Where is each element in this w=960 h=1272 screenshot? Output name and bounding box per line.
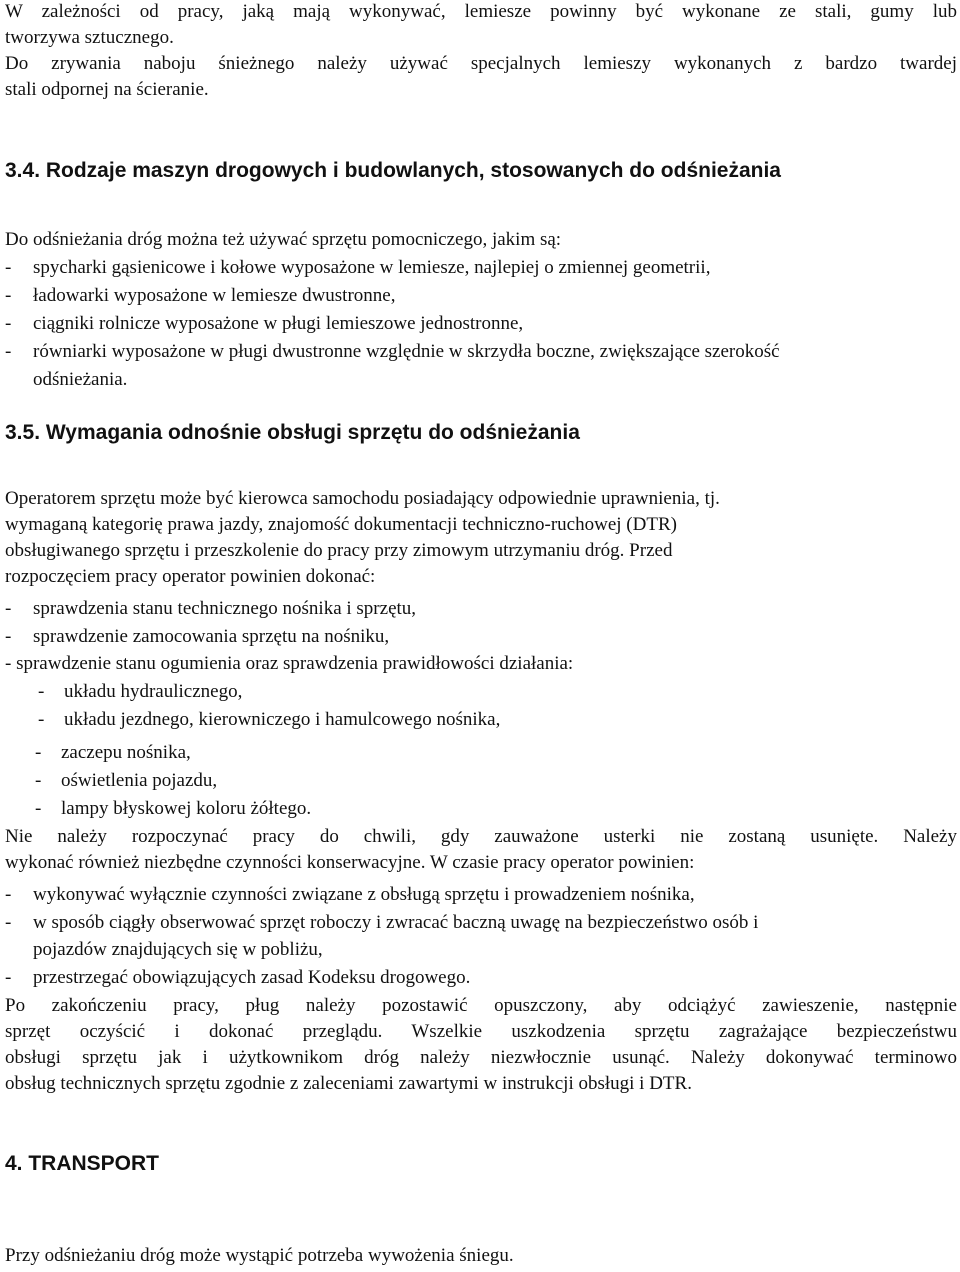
dash: - (35, 742, 42, 763)
list-item: - sprawdzenie stanu ogumienia oraz sprawdzenia prawidłowości działania: (5, 653, 574, 674)
section-3-4-heading: 3.4. Rodzaje maszyn drogowych i budowlanych, stosowanych do odśnieżania (5, 159, 781, 182)
dash: - (5, 626, 12, 647)
sub-list-item: - zaczepu nośnika, (35, 742, 191, 763)
list-item: - równiarki wyposażone w pługi dwustronne względnie w skrzydła boczne, zwiększające szerokość (5, 341, 780, 362)
sub-list-item: - układu jezdnego, kierowniczego i hamulcowego nośnika, (38, 709, 501, 730)
list-item: - ciągniki rolnicze wyposażone w pługi lemieszowe jednostronne, (5, 313, 524, 334)
dash: - (5, 285, 12, 306)
list-item: - wykonywać wyłącznie czynności związane z obsługą sprzętu i prowadzeniem nośnika, (5, 884, 695, 905)
dash: - (38, 709, 45, 730)
section-3-4-lead: Do odśnieżania dróg można też używać sprzętu pomocniczego, jakim są: (5, 229, 562, 250)
sub-list-item: - oświetlenia pojazdu, (35, 770, 218, 791)
intro-line-2: tworzywa sztucznego. (5, 27, 174, 48)
paragraph-line: wykonać również niezbędne czynności konserwacyjne. W czasie pracy operator powinien: (5, 852, 695, 873)
paragraph-line: obsług technicznych sprzętu zgodnie z zaleceniami zawartymi w instrukcji obsługi i DTR. (5, 1073, 692, 1094)
list-item: - ładowarki wyposażone w lemiesze dwustronne, (5, 285, 396, 306)
sub-list-item: - układu hydraulicznego, (38, 681, 243, 702)
intro-line-3: Do zrywania naboju śnieżnego należy używać specjalnych lemieszy wykonanych z bardzo twardej (5, 53, 957, 74)
dash: - (5, 912, 12, 933)
list-item: - sprawdzenia stanu technicznego nośnika i sprzętu, (5, 598, 417, 619)
list-item-continuation: pojazdów znajdujących się w pobliżu, (33, 939, 323, 960)
paragraph-line: wymaganą kategorię prawa jazdy, znajomość dokumentacji techniczno-ruchowej (DTR) (5, 514, 677, 535)
dash: - (35, 798, 42, 819)
section-4-paragraph: Przy odśnieżaniu dróg może wystąpić potrzeba wywożenia śniegu. (5, 1245, 514, 1266)
intro-line-1: W zależności od pracy, jaką mają wykonywać, lemiesze powinny być wykonane ze stali, gumy lub (5, 1, 957, 22)
sub-list-item: - lampy błyskowej koloru żółtego. (35, 798, 312, 819)
dash: - (5, 884, 12, 905)
paragraph-line: sprzęt oczyścić i dokonać przeglądu. Wszelkie uszkodzenia sprzętu zagrażające bezpieczeństwu (5, 1021, 957, 1042)
dash: - (38, 681, 45, 702)
list-item: - w sposób ciągły obserwować sprzęt roboczy i zwracać baczną uwagę na bezpieczeństwo osób i (5, 912, 759, 933)
paragraph-line: Operatorem sprzętu może być kierowca samochodu posiadający odpowiednie uprawnienia, tj. (5, 488, 720, 509)
paragraph-line: obsługiwanego sprzętu i przeszkolenie do pracy przy zimowym utrzymaniu dróg. Przed (5, 540, 673, 561)
list-item: - sprawdzenie zamocowania sprzętu na nośniku, (5, 626, 390, 647)
dash: - (35, 770, 42, 791)
intro-line-4: stali odpornej na ścieranie. (5, 79, 209, 100)
dash: - (5, 257, 12, 278)
section-4-heading: 4. TRANSPORT (5, 1152, 160, 1175)
list-item-continuation: odśnieżania. (33, 369, 128, 390)
paragraph-line: Po zakończeniu pracy, pług należy pozostawić opuszczony, aby odciążyć zawieszenie, następnie (5, 995, 957, 1016)
dash: - (5, 341, 12, 362)
list-item: - przestrzegać obowiązujących zasad Kodeksu drogowego. (5, 967, 471, 988)
dash: - (5, 967, 12, 988)
dash: - (5, 313, 12, 334)
paragraph-line: obsługi sprzętu jak i użytkownikom dróg należy niezwłocznie usunąć. Należy dokonywać terminowo (5, 1047, 957, 1068)
dash: - (5, 598, 12, 619)
section-3-5-heading: 3.5. Wymagania odnośnie obsługi sprzętu do odśnieżania (5, 421, 580, 444)
paragraph-line: Nie należy rozpoczynać pracy do chwili, gdy zauważone usterki nie zostaną usunięte. Należy (5, 826, 957, 847)
list-item: - spycharki gąsienicowe i kołowe wyposażone w lemiesze, najlepiej o zmiennej geometrii, (5, 257, 711, 278)
paragraph-line: rozpoczęciem pracy operator powinien dokonać: (5, 566, 376, 587)
